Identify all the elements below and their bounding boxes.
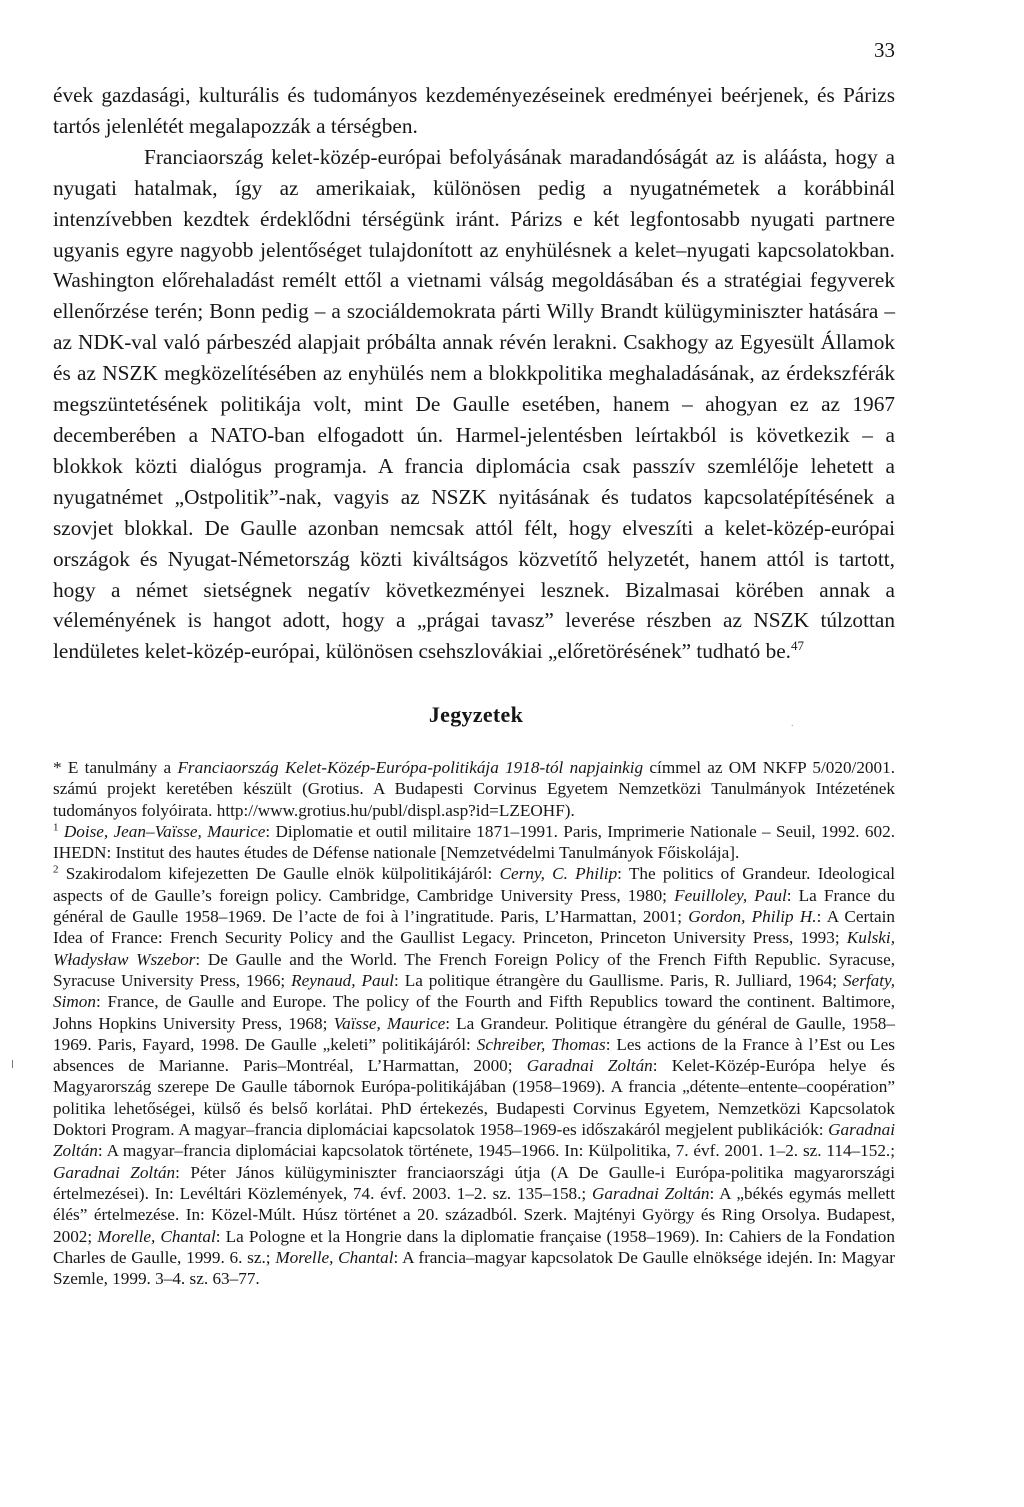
note-text: : The politics of Grandeur. Ideological aspects of de Gaulle’s foreign policy. Cambridge, Cambridge University Press, 1980; <box>53 864 896 905</box>
note-italic: Feuilloley, Paul <box>674 885 787 905</box>
main-text <box>53 80 895 667</box>
note-italic: Schreiber, Thomas <box>476 1034 606 1054</box>
page-number: 33 <box>874 38 895 62</box>
note-text: : France, de Gaulle and Europe. The policy of the Fourth and Fifth Republics toward the continent. Baltimore, Johns Hopkins University Press, 1968; <box>53 992 895 1033</box>
note-italic: Garadnai Zoltán <box>53 1120 895 1161</box>
note-text: : A „békés egymás mellett élés” értelmezése. In: Közel-Múlt. Húsz történet a 20. századból. Szerk. Majtényi György és Ring Orsolya. Budapest, 2002; <box>53 1183 895 1246</box>
note-italic: Kulski, Władysław Wszebor <box>53 928 895 969</box>
scan-mark <box>12 1060 13 1068</box>
note-text: : La France du général de Gaulle 1958–1969. De l’acte de foi à l’ingratitude. Paris, L’Harmattan, 2001; <box>53 885 895 927</box>
note-italic: Garadnai Zoltán <box>526 1056 653 1076</box>
note-italic: Doise, Jean–Vaïsse, Maurice <box>63 821 266 841</box>
note-text: : A Certain Idea of France: French Security Policy and the Gaullist Legacy. Princeton, Princeton University Press, 1993; <box>53 907 895 948</box>
note-text: : La Pologne et la Hongrie dans la diplomatie française (1958–1969). In: Cahiers de la Fondation Charles de Gaulle, 1999. 6. sz.; <box>53 1226 895 1267</box>
note-text: E tanulmány a <box>61 758 178 777</box>
note-text: : Les actions de la France à l’Est ou Les absences de Marianne. Paris–Montréal, L’Harmattan, 2000; <box>53 1034 895 1076</box>
scan-speck: . <box>791 718 794 729</box>
note-italic: Cerny, C. Philip <box>499 864 618 884</box>
note-italic: Morelle, Chantal <box>275 1247 394 1267</box>
paragraph-text: Franciaország kelet-közép-európai befolyásának maradandóságát az is aláásta, hogy a nyugati hatalmak, így az amerikaiak, különösen pedig a nyugatnémetek a korábbinál intenzívebben kezdtek érdeklődni térségünk iránt. Párizs e két legfontosabb nyugati partnere ugyanis egyre nagyobb jelentőséget tulajdonított az enyhülésnek a kelet–nyugati kapcsolatokban. Washington előrehaladást remélt ettől a vietnami válság megoldásában és a stratégiai fegyverek ellenőrzése terén; Bonn pedig – a szociáldemokrata párti Willy Brandt külügyminiszter hatására – az NDK-val való párbeszéd alapjait próbálta annak révén lerakni. Csakhogy az Egyesült Államok és az NSZK megközelítésében az enyhülés nem a blokkpolitika meghaladásának, az érdekszférák megszüntetésének politikája volt, mint De Gaulle esetében, hanem – ahogyan ez az 1967 decemberében a NATO-ban elfogadott ún. Harmel-jelentésben leírtakból is következik – a blokkok közti dialógus programja. A francia diplomácia csak passzív szemlélője lehetett a nyugatnémet „Ostpolitik”-nak, vagyis az NSZK nyitásának és tudatos kapcsolatépítésének a szovjet blokkal. De Gaulle azonban nemcsak attól félt, hogy elveszíti a kelet-közép-európai országok és Nyugat-Németország közti kiváltságos közvetítő helyzetét, hanem attól is tartott, hogy a német sietségnek negatív következményei lesznek. Bizalmasai körében annak a véleményének is hangot adott, hogy a „prágai tavasz” leverése részben az NSZK túlzottan lendületes kelet-közép-európai, különösen csehszlovákiai „előretörésének” tudható be. <box>53 144 895 664</box>
paragraph <box>53 142 895 667</box>
note-italic: Franciaország Kelet-Közép-Európa-politikája 1918-tól napjainkig <box>177 758 644 777</box>
note-text: : La politique étrangère du Gaullisme. Paris, R. Julliard, 1964; <box>393 970 843 990</box>
note-text: : La Grandeur. Politique étrangère du général de Gaulle, 1958–1969. Paris, Fayard, 1998. De Gaulle „keleti” politikájáról: <box>53 1013 895 1054</box>
note-2 <box>53 863 895 1289</box>
note-italic: Gordon, Philip H. <box>688 907 817 927</box>
note-italic: Morelle, Chantal <box>97 1226 216 1246</box>
note-text: : Diplomatie et outil militaire 1871–1991. Paris, Imprimerie Nationale – Seuil, 1992. 602. IHEDN: Institut des hautes études de Défense nationale [Nemzetvédelmi Tanulmányok Főiskolája]. <box>53 821 895 863</box>
note-text: címmel az OM NKFP 5/020/2001. számú projekt keretében készült (Grotius. A Budapesti Corvinus Egyetem Nemzetközi Tanulmányok Intézetének tudományos folyóirata. http://www.grotius.hu/publ/displ.asp?id=LZEOHF). <box>53 758 895 820</box>
notes-section <box>53 757 895 1289</box>
note-italic: Garadnai Zoltán <box>53 1162 176 1182</box>
paragraph: évek gazdasági, kulturális és tudományos kezdeményezéseinek eredményei beérjenek, és Párizs tartós jelenlétét megalapozzák a térségben. <box>53 83 895 138</box>
note-text: : De Gaulle and the World. The French Foreign Policy of the French Fifth Republic. Syracuse, Syracuse University Press, 1966; <box>53 949 895 990</box>
note-text: : A magyar–francia diplomáciai kapcsolatok története, 1945–1966. In: Külpolitika, 7. évf. 2001. 1–2. sz. 114–152.; <box>97 1141 895 1161</box>
note-italic: Serfaty, Simon <box>53 970 896 1012</box>
note-text: : Kelet-Közép-Európa helye és Magyarország szerepe De Gaulle tábornok Európa-politikájában (1958–1969). A francia „détente–entente–coopération” politika lehetőségei, külső és belső korlátai. PhD értekezés, Budapesti Corvinus Egyetem, Nemzetközi Kapcsolatok Doktori Program. A magyar–francia diplomáciai kapcsolatok 1958–1969-es időszakáról megjelent publikációk: <box>53 1056 895 1140</box>
note-italic: Vaïsse, Maurice <box>333 1013 446 1033</box>
note-marker: * <box>53 758 62 777</box>
footnote-ref: 47 <box>791 638 804 654</box>
note-marker: 2 <box>53 863 59 876</box>
note-text: : A francia–magyar kapcsolatok De Gaulle elnöksége idején. In: Magyar Szemle, 1999. 3–4. sz. 63–77. <box>53 1247 895 1289</box>
note-italic: Garadnai Zoltán <box>592 1183 710 1203</box>
note-star <box>53 757 895 821</box>
note-text: : Péter János külügyminiszter franciaországi útja (A De Gaulle-i Európa-politika magyarországi értelmezései). In: Levéltári Közlemények, 74. évf. 2003. 1–2. sz. 135–158.; <box>53 1162 895 1203</box>
note-italic: Reynaud, Paul <box>291 970 394 990</box>
notes-heading: Jegyzetek <box>428 702 524 727</box>
note-text: Szakirodalom kifejezetten De Gaulle elnök külpolitikájáról: <box>58 864 500 884</box>
note-1 <box>53 821 895 864</box>
note-marker: 1 <box>53 821 59 834</box>
